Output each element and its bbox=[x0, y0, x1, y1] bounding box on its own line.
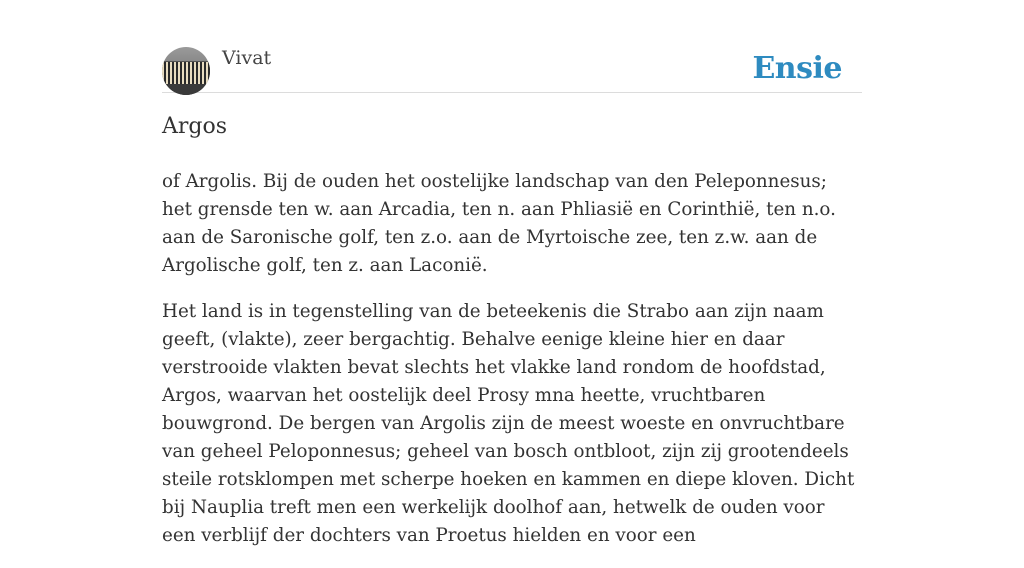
avatar-shelf bbox=[162, 84, 210, 95]
brand-logo-link[interactable]: Ensie bbox=[752, 51, 842, 86]
article-title: Argos bbox=[162, 114, 228, 139]
avatar-books bbox=[162, 62, 210, 84]
article-body bbox=[162, 168, 862, 568]
user-name-link[interactable]: Vivat bbox=[222, 47, 272, 69]
article-paragraph: Het land is in tegenstelling van de beteekenis die Strabo aan zijn naam geeft, (vlakte), zeer bergachtig. Behalve eenige kleine hier en daar verstrooide vlakten bevat slechts het vlakke land rondom de hoofdstad, Argos, waarvan het oostelijk deel Prosy mna heette, vruchtbaren bouwgrond. De bergen van Argolis zijn de meest woeste en onvruchtbare van geheel Peloponnesus; geheel van bosch ontbloot, zijn zij grootendeels steile rotsklompen met scherpe hoeken en kammen en diepe kloven. Dicht bij Nauplia treft men een werkelijk doolhof aan, hetwelk de ouden voor een verblijf der dochters van Proetus hielden en voor een bbox=[162, 301, 855, 546]
site-header bbox=[162, 46, 862, 93]
article-paragraph: of Argolis. Bij de ouden het oostelijke landschap van den Peleponnesus; het grensde ten w. aan Arcadia, ten n. aan Phliasië en Corinthië, ten n.o. aan de Saronische golf, ten z.o. aan de Myrtoische zee, ten z.w. aan de Argolische golf, ten z. aan Laconië. bbox=[162, 171, 836, 276]
bookshelf-avatar-icon[interactable] bbox=[162, 47, 210, 95]
